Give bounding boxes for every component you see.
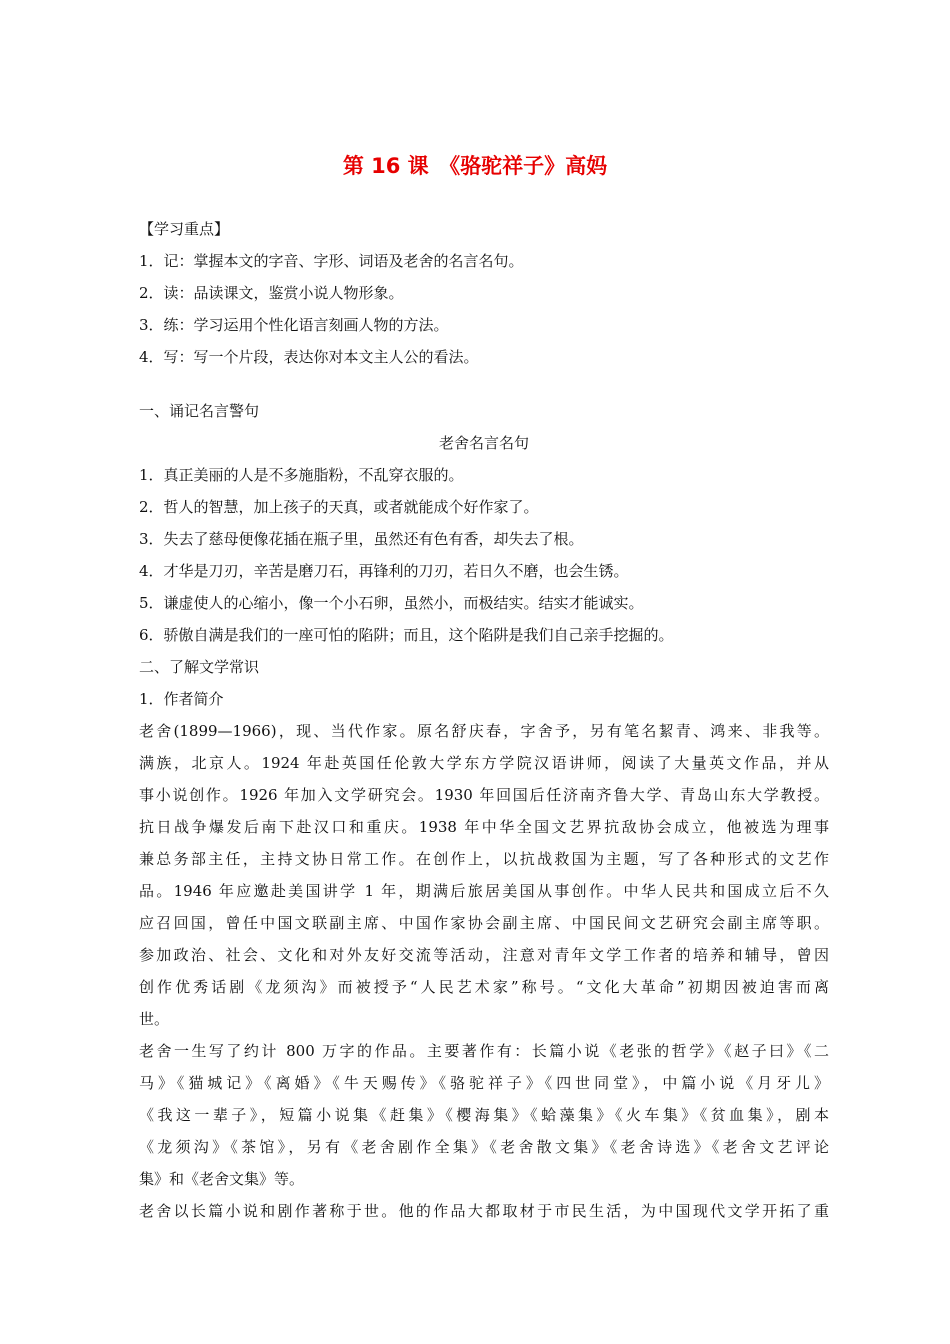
author-intro-heading: 1．作者简介 [139, 690, 224, 708]
works-line: 《我这一辈子》，短篇小说集《赶集》《樱海集》《蛤藻集》《火车集》《贫血集》，剧本 [139, 1106, 829, 1124]
section-spacer [139, 373, 829, 395]
works-line: 老舍一生写了约计 800 万字的作品。主要著作有：长篇小说《老张的哲学》《赵子曰》《二 [139, 1042, 829, 1060]
document-body [139, 213, 829, 1227]
bio-line: 参加政治、社会、文化和对外友好交流等活动，注意对青年文学工作者的培养和辅导，曾因 [139, 946, 829, 964]
focus-item: 3．练：学习运用个性化语言刻画人物的方法。 [139, 316, 449, 334]
quote-item: 3．失去了慈母便像花插在瓶子里，虽然还有色有香，却失去了根。 [139, 530, 584, 548]
quote-item: 6．骄傲自满是我们的一座可怕的陷阱；而且，这个陷阱是我们自己亲手挖掘的。 [139, 626, 674, 644]
section1-heading: 一、诵记名言警句 [139, 402, 260, 420]
quote-item: 1．真正美丽的人是不多施脂粉，不乱穿衣服的。 [139, 466, 464, 484]
style-line: 老舍以长篇小说和剧作著称于世。他的作品大都取材于市民生活，为中国现代文学开拓了重 [139, 1202, 829, 1220]
bio-line: 满族，北京人。1924 年赴英国任伦敦大学东方学院汉语讲师，阅读了大量英文作品，并从 [139, 754, 829, 772]
bio-line: 抗日战争爆发后南下赴汉口和重庆。1938 年中华全国文艺界抗敌协会成立，他被选为理事 [139, 818, 829, 836]
bio-line: 品。1946 年应邀赴美国讲学 1 年，期满后旅居美国从事创作。中华人民共和国成立后不久 [139, 882, 829, 900]
quotes-subtitle: 老舍名言名句 [438, 434, 529, 452]
bio-line: 应召回国，曾任中国文联副主席、中国作家协会副主席、中国民间文艺研究会副主席等职。 [139, 914, 829, 932]
bio-line: 世。 [139, 1010, 170, 1028]
bio-line: 事小说创作。1926 年加入文学研究会。1930 年回国后任济南齐鲁大学、青岛山东大学教授。 [139, 786, 829, 804]
works-line: 集》和《老舍文集》等。 [139, 1170, 305, 1188]
quote-item: 5．谦虚使人的心缩小，像一个小石卵，虽然小，而极结实。结实才能诚实。 [139, 594, 644, 612]
works-line: 马》《猫城记》《离婚》《牛天赐传》《骆驼祥子》《四世同堂》，中篇小说《月牙儿》 [139, 1074, 829, 1092]
lesson-title: 第 16 课 《骆驼祥子》高妈 [342, 154, 608, 178]
quote-item: 4．才华是刀刃，辛苦是磨刀石，再锋利的刀刃，若日久不磨，也会生锈。 [139, 562, 629, 580]
focus-item: 1．记：掌握本文的字音、字形、词语及老舍的名言名句。 [139, 252, 524, 270]
bio-line: 老舍(1899—1966)，现、当代作家。原名舒庆春，字舍予，另有笔名絜青、鸿来、非我等。 [139, 722, 829, 740]
bio-line: 兼总务部主任，主持文协日常工作。在创作上，以抗战救国为主题，写了各种形式的文艺作 [139, 850, 829, 868]
focus-item: 2．读：品读课文，鉴赏小说人物形象。 [139, 284, 404, 302]
focus-item: 4．写：写一个片段，表达你对本文主人公的看法。 [139, 348, 479, 366]
bio-line: 创作优秀话剧《龙须沟》而被授予“人民艺术家”称号。“文化大革命”初期因被迫害而离 [139, 978, 829, 996]
section2-heading: 二、了解文学常识 [139, 658, 260, 676]
focus-heading: 【学习重点】 [139, 220, 230, 238]
works-line: 《龙须沟》《茶馆》，另有《老舍剧作全集》《老舍散文集》《老舍诗选》《老舍文艺评论 [139, 1138, 829, 1156]
quote-item: 2．哲人的智慧，加上孩子的天真，或者就能成个好作家了。 [139, 498, 539, 516]
